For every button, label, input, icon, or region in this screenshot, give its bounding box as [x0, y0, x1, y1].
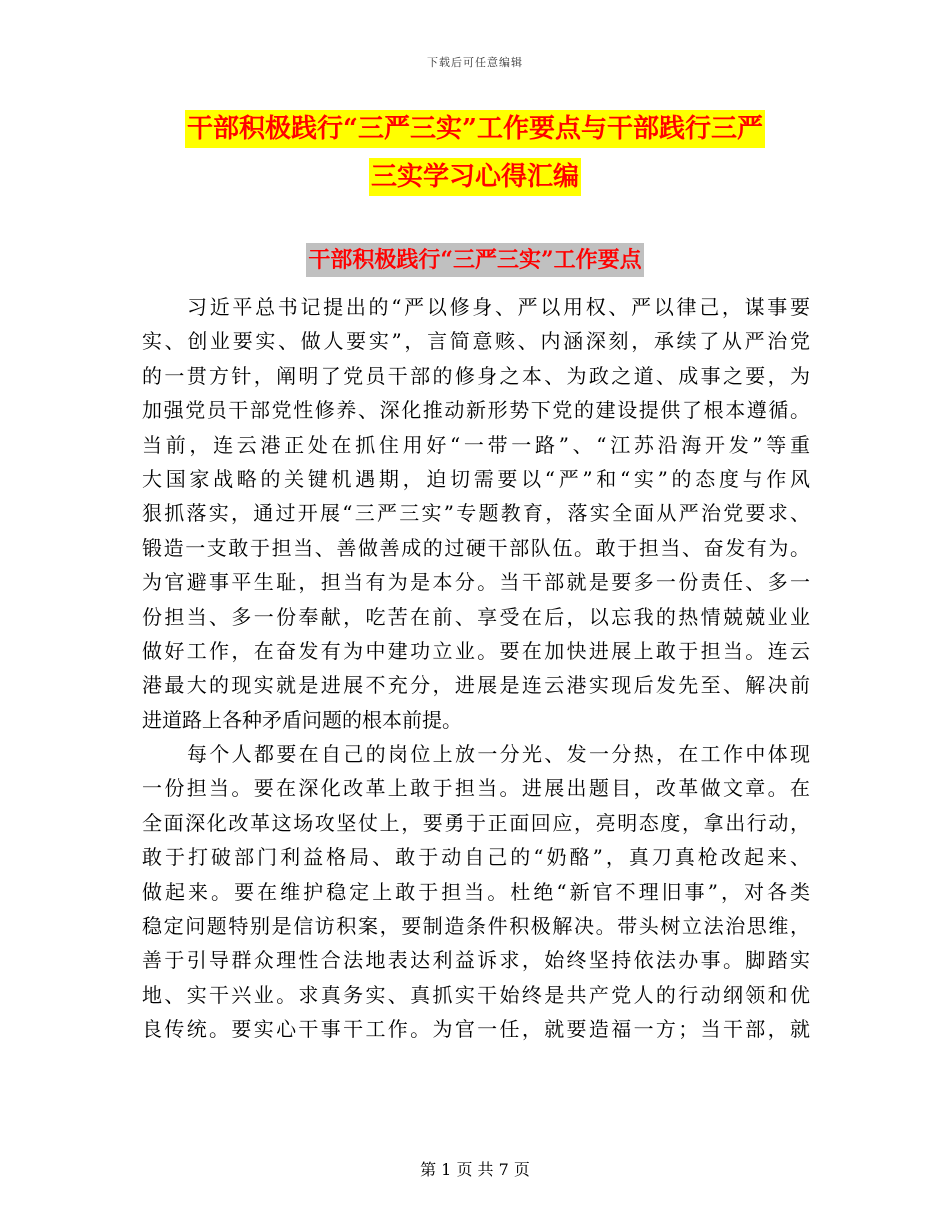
- document-title-line-1: 干部积极践行“三严三实”工作要点与干部践行三严: [0, 116, 950, 142]
- text-line: 加强党员干部党性修养、深化推动新形势下党的建设提供了根本遵循。: [142, 398, 810, 423]
- text-line: 习近平总书记提出的“严以修身、严以用权、严以律己，谋事要: [187, 295, 810, 319]
- text-line: 进道路上各种矛盾问题的根本前提。: [142, 707, 462, 732]
- text-line: 稳定问题特别是信访积案，要制造条件积极解决。带头树立法治思维，: [142, 914, 810, 939]
- text-line: 全面深化改革这场攻坚仗上，要勇于正面回应，亮明态度，拿出行动，: [142, 810, 810, 835]
- text-line: 敢于打破部门利益格局、敢于动自己的“奶酪”，真刀真枪改起来、: [142, 845, 810, 870]
- text-line: 做起来。要在维护稳定上敢于担当。杜绝“新官不理旧事”，对各类: [142, 879, 810, 904]
- text-line: 每个人都要在自己的岗位上放一分光、发一分热，在工作中体现: [187, 742, 810, 767]
- text-line: 的一贯方针，阐明了党员干部的修身之本、为政之道、成事之要，为: [142, 363, 810, 388]
- text-line: 善于引导群众理性合法地表达利益诉求，始终坚持依法办事。脚踏实: [142, 948, 810, 973]
- text-line: 锻造一支敢于担当、善做善成的过硬干部队伍。敢于担当、奋发有为。: [142, 535, 810, 560]
- text-line: 当前，连云港正处在抓住用好“一带一路”、“江苏沿海开发”等重: [142, 432, 810, 457]
- text-line: 一份担当。要在深化改革上敢于担当。进展出题目，改革做文章。在: [142, 776, 810, 801]
- text-line: 地、实干兴业。求真务实、真抓实干始终是共产党人的行动纲领和优: [142, 982, 810, 1007]
- text-line: 良传统。要实心干事干工作。为官一任，就要造福一方；当干部，就: [142, 1017, 810, 1042]
- text-line: 为官避事平生耻，担当有为是本分。当干部就是要多一份责任、多一: [142, 570, 810, 595]
- text-line: 做好工作，在奋发有为中建功立业。要在加快进展上敢于担当。连云: [142, 638, 810, 663]
- text-line: 实、创业要实、做人要实”，言简意赅、内涵深刻，承续了从严治党: [142, 329, 810, 354]
- document-title-line-2: 三实学习心得汇编: [0, 164, 950, 190]
- section-title: 干部积极践行“三严三实”工作要点: [0, 249, 950, 271]
- text-line: 份担当、多一份奉献，吃苦在前、享受在后，以忘我的热情兢兢业业: [142, 604, 810, 629]
- body-text: [142, 290, 810, 1047]
- page-footer: 第 1 页 共 7 页: [420, 1160, 530, 1179]
- text-line: 大国家战略的关键机遇期，迫切需要以“严”和“实”的态度与作风: [142, 466, 810, 491]
- text-line: 狠抓落实，通过开展“三严三实”专题教育，落实全面从严治党要求、: [142, 501, 810, 526]
- header-note: 下载后可任意编辑: [427, 56, 523, 69]
- text-line: 港最大的现实就是进展不充分，进展是连云港实现后发先至、解决前: [142, 673, 810, 698]
